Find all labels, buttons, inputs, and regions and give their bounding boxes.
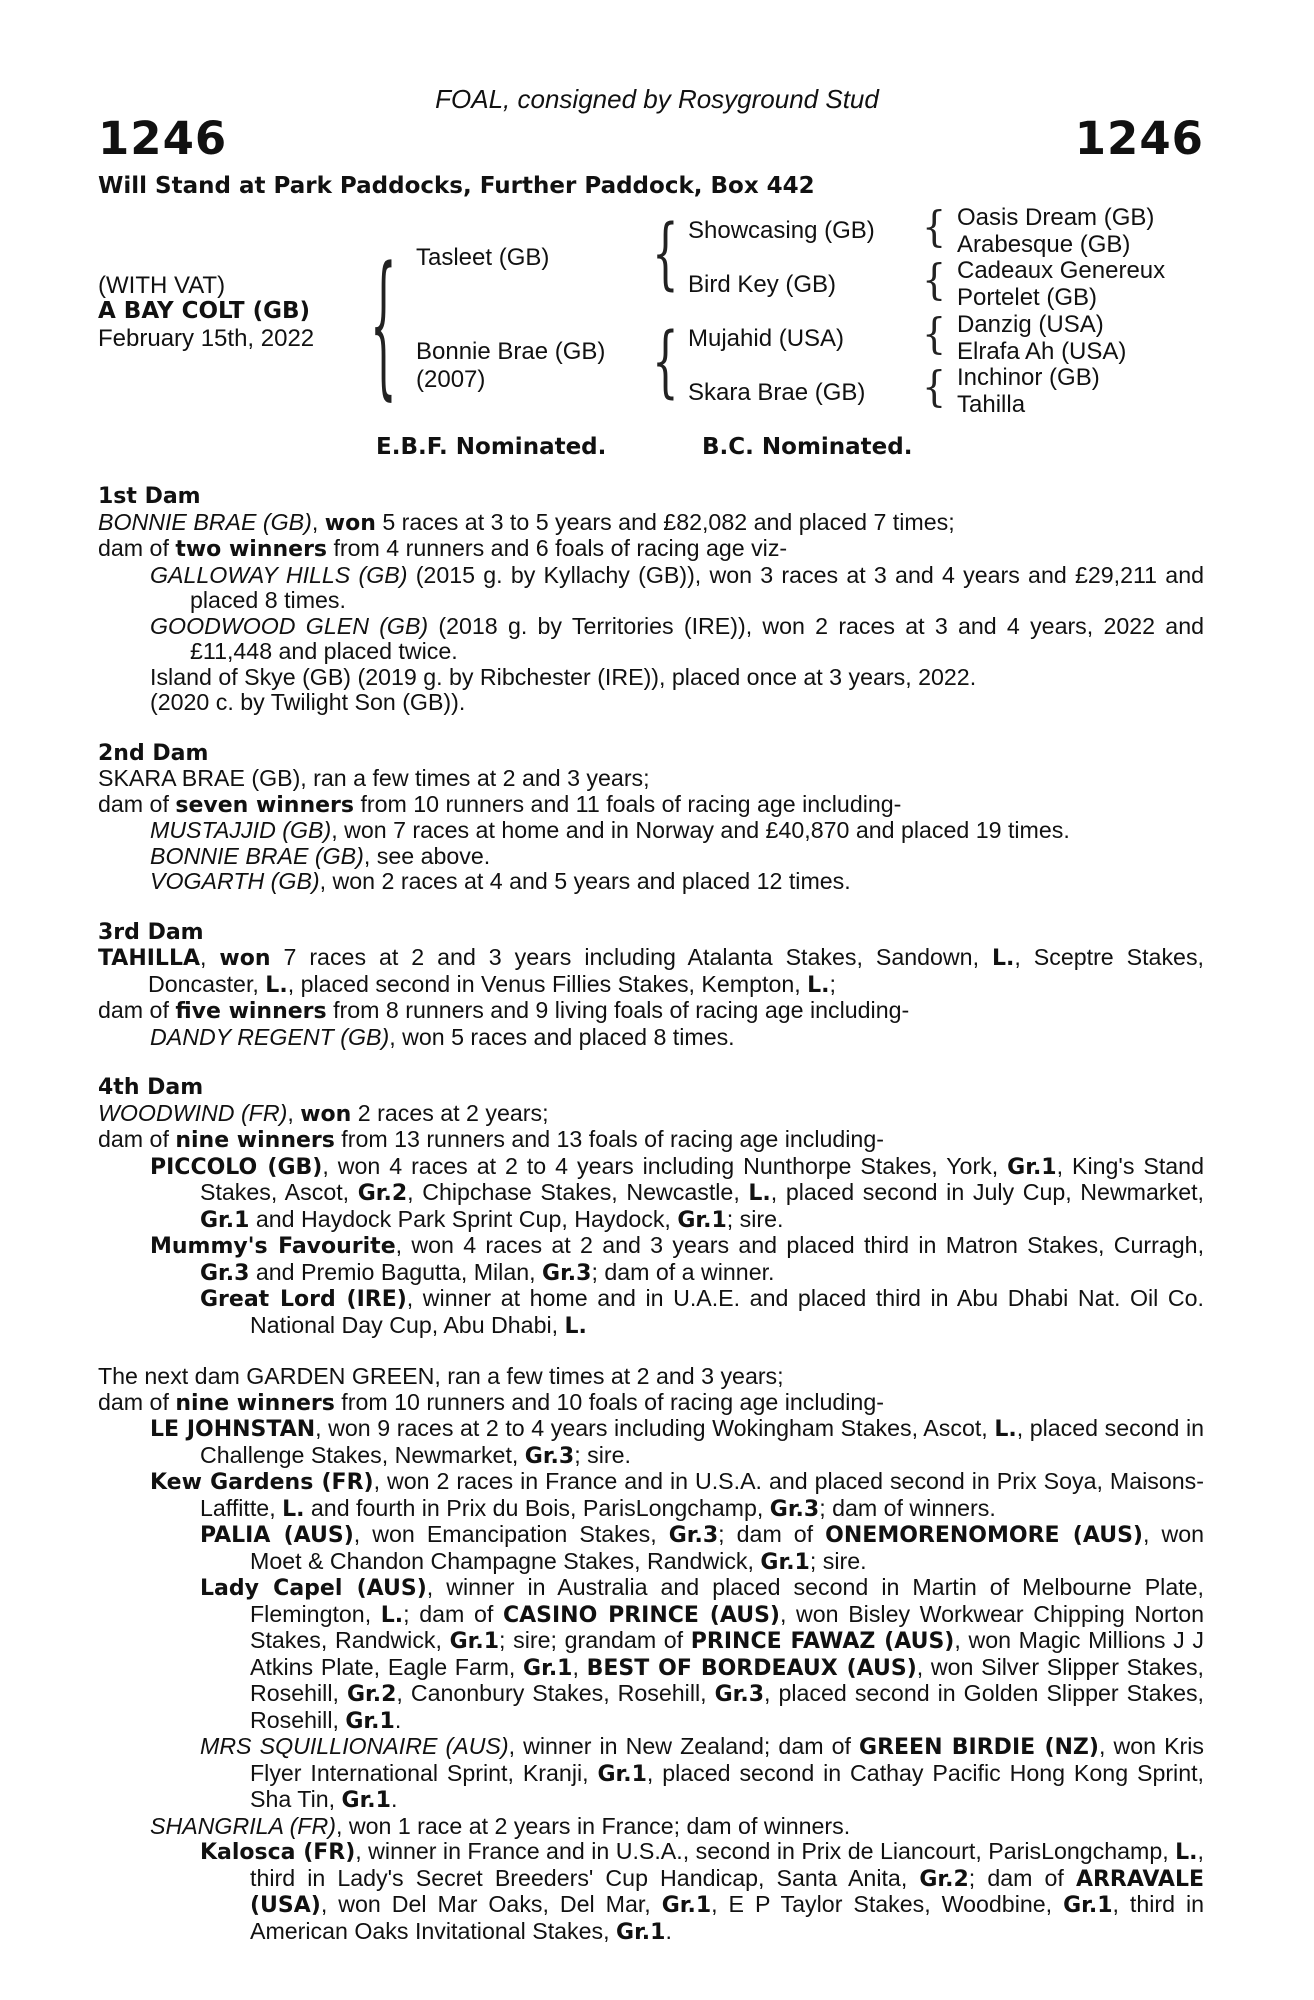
bold-text: L. <box>994 1417 1017 1442</box>
text-run: , won Magic Millions J J Atkins Plate, Eagle Farm, <box>250 1627 1204 1680</box>
grandsire-7: Inchinor (GB) <box>957 364 1100 391</box>
bold-text: L. <box>265 972 288 998</box>
italic-text: WOODWIND (FR) <box>98 1099 288 1126</box>
text-run: , won Moet & Chandon Champagne Stakes, Randwick, <box>250 1521 1204 1574</box>
text-run: , Chipchase Stakes, Newcastle, <box>407 1179 749 1205</box>
dam-record-line <box>98 792 1204 819</box>
text-run: , <box>200 944 220 970</box>
section-heading: 4th Dam <box>98 1075 204 1100</box>
text-run: , <box>287 1099 301 1126</box>
text-run: , <box>572 1653 587 1680</box>
text-run: , won Del Mar Oaks, Del Mar, <box>320 1891 662 1917</box>
lot-subject-name: A BAY COLT (GB) <box>98 298 311 324</box>
dam-record-line <box>98 1101 1204 1128</box>
bold-text: L. <box>564 1313 587 1339</box>
text-run: from 13 runners and 13 foals of racing age including- <box>334 1126 884 1152</box>
offspring-record <box>98 1522 1204 1575</box>
bold-text: Gr.3 <box>524 1443 575 1469</box>
dam-dam: Skara Brae (GB) <box>688 379 866 406</box>
bold-text: won <box>219 946 271 971</box>
section-heading: 2nd Dam <box>98 740 209 766</box>
offspring-record <box>98 614 1204 665</box>
bold-text: Gr.1 <box>1063 1893 1113 1918</box>
sire-dam: Bird Key (GB) <box>688 271 837 298</box>
italic-text: DANDY REGENT (GB) <box>150 1023 390 1050</box>
text-run: 2 races at 2 years; <box>351 1099 549 1126</box>
italic-text: MUSTAJJID (GB) <box>150 817 332 843</box>
pedigree-brace: { <box>652 315 679 407</box>
bold-text: two winners <box>175 537 328 562</box>
text-run: , won Emancipation Stakes, <box>353 1521 669 1547</box>
bold-text: BEST OF BORDEAUX (AUS) <box>586 1655 917 1681</box>
dam: Bonnie Brae (GB) <box>416 338 606 365</box>
text-run: , third in American Oaks Invitational Stakes, <box>250 1891 1205 1944</box>
stand-location: Will Stand at Park Paddocks, Further Paddock, Box 442 <box>98 173 815 199</box>
text-run: and fourth in Prix du Bois, ParisLongchamp, <box>304 1494 770 1521</box>
offspring-record <box>98 818 1204 844</box>
text-run: 5 races at 3 to 5 years and £82,082 and placed 7 times; <box>375 508 955 535</box>
bold-text: L. <box>807 972 830 998</box>
bold-text: Gr.1 <box>341 1788 391 1813</box>
text-run: ; sire. <box>726 1205 784 1232</box>
text-run: from 10 runners and 11 foals of racing age including- <box>354 790 902 817</box>
bold-text: Kalosca (FR) <box>200 1840 356 1865</box>
dam-year: (2007) <box>416 366 486 393</box>
grandsire-5: Danzig (USA) <box>957 311 1104 338</box>
granddam-2: Arabesque (GB) <box>957 231 1131 258</box>
text-run: , won 9 races at 2 to 4 years including Wokingham Stakes, Ascot, <box>315 1415 995 1441</box>
text-run: , E P Taylor Stakes, Woodbine, <box>711 1891 1064 1917</box>
granddam-8: Tahilla <box>957 391 1026 418</box>
text-run: dam of <box>98 790 176 817</box>
text-run: . <box>665 1917 672 1944</box>
bc-nomination: B.C. Nominated. <box>702 434 913 460</box>
bold-text: Kew Gardens (FR) <box>150 1470 374 1495</box>
sire: Tasleet (GB) <box>416 244 550 271</box>
dam-section <box>98 1075 1204 1339</box>
bold-text: TAHILLA <box>98 946 200 971</box>
bold-text: Gr.1 <box>616 1919 666 1945</box>
text-run: , won 5 races and placed 8 times. <box>389 1023 735 1050</box>
text-run: , won 4 races at 2 to 4 years including Nunthorpe Stakes, York, <box>322 1152 1008 1179</box>
offspring-record <box>98 1025 1204 1051</box>
italic-text: SHANGRILA (FR) <box>150 1812 336 1839</box>
bold-text: Gr.1 <box>200 1207 250 1233</box>
text-run: , placed second in Golden Slipper Stakes, Rosehill, <box>250 1680 1204 1733</box>
italic-text: GALLOWAY HILLS (GB) <box>150 561 408 588</box>
bold-text: Gr.3 <box>668 1523 719 1548</box>
dam-record-line <box>98 1390 1204 1417</box>
text-run: ; dam of <box>968 1864 1076 1891</box>
text-run: (2015 g. by Kyllachy (GB)), won 3 races at 3 and 4 years and £29,211 and placed 8 times. <box>190 561 1204 613</box>
text-run: ; sire. <box>809 1547 867 1574</box>
italic-text: GOODWOOD GLEN (GB) <box>150 612 429 639</box>
italic-text: MRS SQUILLIONAIRE (AUS) <box>200 1733 509 1759</box>
text-run: ; dam of winners. <box>819 1494 996 1521</box>
consignment-line: FOAL, consigned by Rosyground Stud <box>435 84 879 114</box>
pedigree-brace: { <box>370 233 397 415</box>
text-run: ; dam of <box>718 1521 826 1547</box>
catalogue-notes <box>98 484 1204 1970</box>
dam-section <box>98 484 1204 716</box>
lot-number-right: 1246 <box>1074 112 1204 165</box>
offspring-record <box>98 1575 1204 1734</box>
bold-text: won <box>300 1101 352 1127</box>
text-run: , placed second in Challenge Stakes, Newmarket, <box>200 1415 1205 1468</box>
offspring-record <box>98 690 1204 716</box>
text-run: Island of Skye (GB) (2019 g. by Ribchester (IRE)), placed once at 3 years, 2022. <box>150 663 977 690</box>
pedigree-brace: { <box>922 362 947 412</box>
offspring-record <box>98 1286 1204 1339</box>
bold-text: Gr.1 <box>677 1207 727 1233</box>
bold-text: L. <box>748 1181 771 1206</box>
pedigree-brace: { <box>922 255 947 305</box>
text-run: , won 2 races at 4 and 5 years and placed 12 times. <box>319 868 851 894</box>
ebf-nomination: E.B.F. Nominated. <box>376 434 607 460</box>
text-run: , won 1 race at 2 years in France; dam of winners. <box>335 1812 851 1839</box>
text-run: , placed second in Venus Fillies Stakes, Kempton, <box>287 970 808 997</box>
text-run: ; dam of a winner. <box>591 1258 775 1285</box>
offspring-record <box>98 1814 1204 1840</box>
pedigree-brace: { <box>922 309 947 359</box>
bold-text: Gr.1 <box>523 1655 573 1681</box>
bold-text: Gr.2 <box>346 1682 397 1707</box>
dam-record-line <box>98 1364 1204 1390</box>
bold-text: Gr.3 <box>542 1260 592 1286</box>
bold-text: nine winners <box>175 1128 335 1153</box>
text-run: , King's Stand Stakes, Ascot, <box>200 1152 1204 1205</box>
text-run: , <box>311 508 325 535</box>
bold-text: CASINO PRINCE (AUS) <box>502 1602 780 1628</box>
dam-record-line <box>98 510 1204 537</box>
bold-text: L. <box>380 1602 404 1628</box>
text-run: , won Silver Slipper Stakes, Rosehill, <box>250 1653 1204 1706</box>
bold-text: Gr.1 <box>597 1761 647 1787</box>
pedigree-brace: { <box>922 202 947 252</box>
lot-number-left: 1246 <box>98 112 228 165</box>
text-run: , won 7 races at home and in Norway and £40,870 and placed 19 times. <box>331 817 1070 843</box>
text-run: , won Bisley Workwear Chipping Norton Stakes, Randwick, <box>250 1600 1205 1653</box>
bold-text: ARRAVALE (USA) <box>250 1866 1204 1918</box>
text-run: , won 4 races at 2 and 3 years and placed third in Matron Stakes, Curragh, <box>395 1232 1205 1258</box>
bold-text: Gr.1 <box>661 1893 712 1918</box>
bold-text: Mummy's Favourite <box>150 1234 396 1259</box>
bold-text: Gr.2 <box>919 1866 969 1892</box>
text-run: , Sceptre Stakes, Doncaster, <box>148 944 1204 997</box>
text-run: , winner in New Zealand; dam of <box>508 1733 860 1759</box>
bold-text: L. <box>1175 1840 1198 1865</box>
bold-text: L. <box>282 1496 305 1522</box>
text-run: from 8 runners and 9 living foals of racing age including- <box>326 997 910 1023</box>
text-run: ; sire. <box>574 1441 631 1468</box>
bold-text: Gr.1 <box>345 1708 395 1734</box>
text-run: , Canonbury Stakes, Rosehill, <box>396 1680 715 1706</box>
offspring-record <box>98 1469 1204 1522</box>
text-run: from 10 runners and 10 foals of racing age including- <box>334 1388 884 1415</box>
bold-text: five winners <box>175 999 327 1024</box>
bold-text: Gr.1 <box>449 1629 500 1654</box>
text-run: , winner in Australia and placed second in Martin of Melbourne Plate, Flemington, <box>250 1574 1204 1627</box>
text-run: . <box>394 1706 402 1733</box>
sire-sire: Showcasing (GB) <box>688 217 875 244</box>
pedigree-brace: { <box>652 207 679 299</box>
bold-text: nine winners <box>175 1390 335 1416</box>
text-run: (2020 c. by Twilight Son (GB)). <box>150 689 466 715</box>
bold-text: LE JOHNSTAN <box>150 1417 316 1442</box>
vat-note: (WITH VAT) <box>98 272 226 299</box>
text-run: The next dam GARDEN GREEN, ran a few times at 2 and 3 years; <box>98 1363 784 1389</box>
text-run: . <box>390 1786 398 1812</box>
text-run: , winner at home and in U.A.E. and placed third in Abu Dhabi Nat. Oil Co. National Day Cup, Abu Dhabi, <box>250 1285 1204 1338</box>
bold-text: Great Lord (IRE) <box>200 1287 407 1312</box>
bold-text: ONEMORENOMORE (AUS) <box>825 1523 1143 1548</box>
grandsire-3: Cadeaux Genereux <box>957 257 1166 284</box>
text-run: , third in Lady's Secret Breeders' Cup Handicap, Santa Anita, <box>250 1838 1204 1891</box>
bold-text: Gr.2 <box>357 1181 408 1206</box>
text-run: , placed second in Cathay Pacific Hong Kong Sprint, Sha Tin, <box>250 1759 1204 1812</box>
text-run: ; <box>829 970 836 997</box>
granddam-6: Elrafa Ah (USA) <box>957 338 1127 365</box>
offspring-record <box>98 1416 1204 1469</box>
bold-text: PRINCE FAWAZ (AUS) <box>690 1629 955 1654</box>
foaling-date: February 15th, 2022 <box>98 325 315 352</box>
bold-text: Gr.1 <box>1007 1154 1057 1180</box>
bold-text: PALIA (AUS) <box>200 1523 354 1548</box>
bold-text: PICCOLO (GB) <box>150 1154 323 1180</box>
dam-section <box>98 920 1204 1051</box>
dam-record-line <box>98 1127 1204 1154</box>
text-run: 7 races at 2 and 3 years including Atalanta Stakes, Sandown, <box>270 944 992 970</box>
bold-text: Gr.1 <box>760 1549 810 1575</box>
italic-text: BONNIE BRAE (GB) <box>98 508 312 535</box>
dam-sire: Mujahid (USA) <box>688 325 845 352</box>
offspring-record <box>98 869 1204 895</box>
section-heading: 3rd Dam <box>98 919 204 945</box>
italic-text: VOGARTH (GB) <box>150 868 320 894</box>
dam-record-line <box>98 766 1204 792</box>
dam-section <box>98 741 1204 895</box>
text-run: and Premio Bagutta, Milan, <box>249 1258 543 1285</box>
dam-record-line <box>98 536 1204 563</box>
bold-text: Gr.3 <box>769 1496 820 1522</box>
dam-record-line <box>98 998 1204 1025</box>
offspring-record <box>98 1734 1204 1814</box>
bold-text: Gr.3 <box>200 1260 250 1286</box>
bold-text: L. <box>991 946 1015 971</box>
bold-text: won <box>324 510 376 536</box>
text-run: , winner in France and in U.S.A., second in Prix de Liancourt, ParisLongchamp, <box>355 1838 1176 1864</box>
offspring-record <box>98 1839 1204 1945</box>
text-run: ; dam of <box>403 1600 503 1627</box>
granddam-4: Portelet (GB) <box>957 284 1098 311</box>
dam-record-line <box>98 945 1204 998</box>
italic-text: BONNIE BRAE (GB) <box>150 842 364 869</box>
offspring-record <box>98 665 1204 691</box>
text-run: , won 2 races in France and in U.S.A. and placed second in Prix Soya, Maisons-Laffitte, <box>200 1468 1204 1521</box>
bold-text: GREEN BIRDIE (NZ) <box>859 1735 1099 1760</box>
text-run: (2018 g. by Territories (IRE)), won 2 races at 3 and 4 years, 2022 and £11,448 and placed twice. <box>190 612 1204 664</box>
text-run: , see above. <box>363 842 491 869</box>
text-run: , won Kris Flyer International Sprint, Kranji, <box>250 1733 1205 1786</box>
text-run: SKARA BRAE (GB), ran a few times at 2 and 3 years; <box>98 765 650 791</box>
text-run: dam of <box>98 997 176 1023</box>
offspring-record <box>98 563 1204 614</box>
offspring-record <box>98 1233 1204 1286</box>
dam-section <box>98 1364 1204 1945</box>
text-run: dam of <box>98 1388 176 1415</box>
text-run: dam of <box>98 1126 176 1152</box>
text-run: ; sire; grandam of <box>499 1627 691 1653</box>
bold-text: Lady Capel (AUS) <box>200 1576 427 1601</box>
text-run: and Haydock Park Sprint Cup, Haydock, <box>249 1205 678 1232</box>
bold-text: Gr.3 <box>714 1682 765 1707</box>
offspring-record <box>98 1154 1204 1234</box>
offspring-record <box>98 844 1204 870</box>
text-run: dam of <box>98 535 176 561</box>
text-run: , placed second in July Cup, Newmarket, <box>770 1179 1204 1205</box>
section-heading: 1st Dam <box>98 484 201 509</box>
text-run: from 4 runners and 6 foals of racing age viz- <box>327 535 788 561</box>
bold-text: seven winners <box>175 792 354 818</box>
grandsire-1: Oasis Dream (GB) <box>957 204 1155 231</box>
